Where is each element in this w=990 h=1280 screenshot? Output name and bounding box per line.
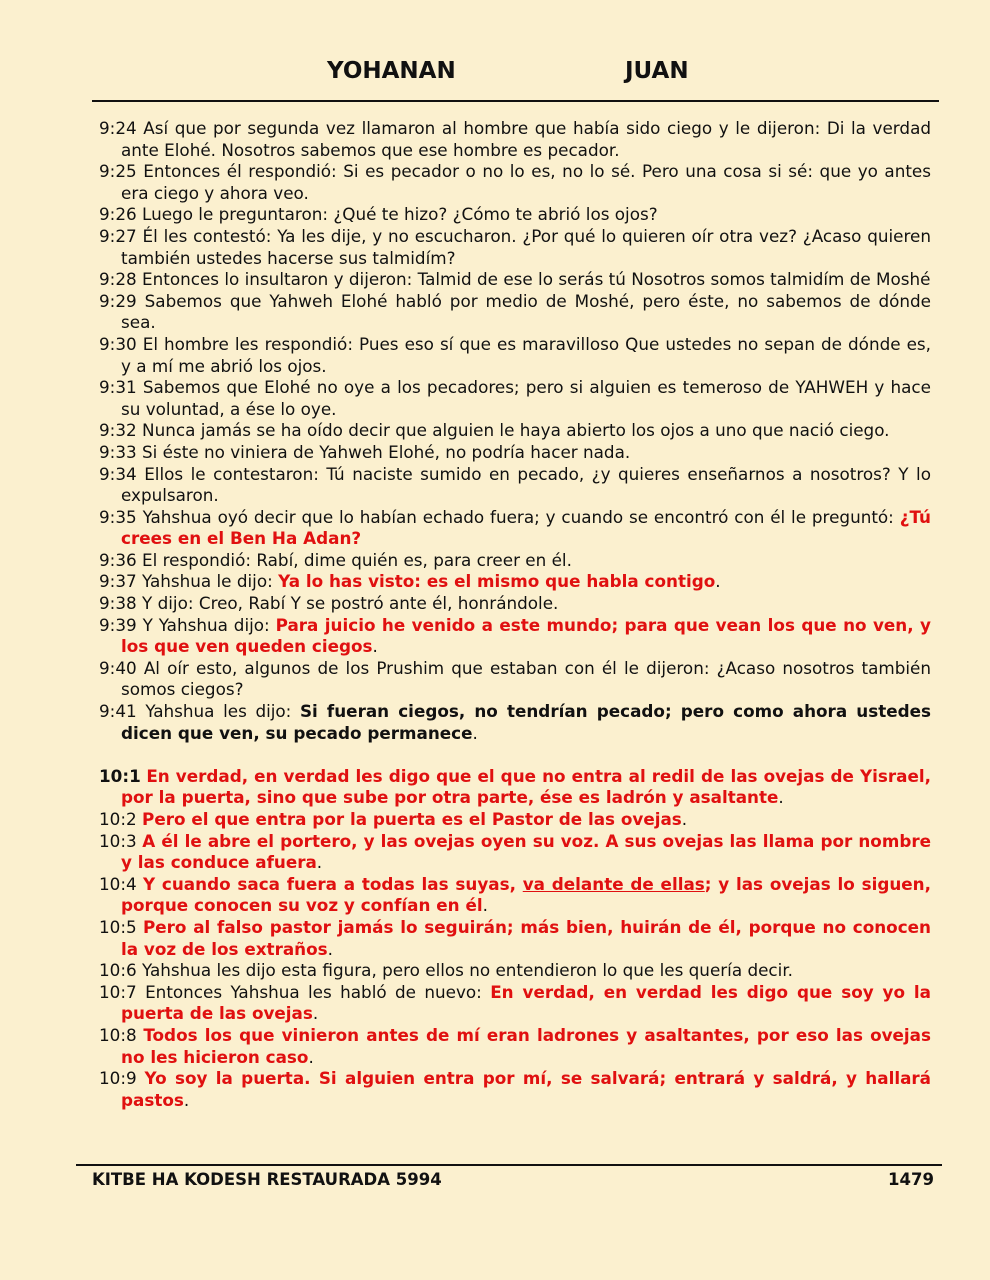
verse [99,615,931,658]
verse-number: 9:25 [99,161,137,182]
verse-text: . [372,636,378,657]
verse-number: 9:27 [99,225,137,246]
verse-number: 9:41 [99,701,137,722]
verse-number: 9:37 [99,571,137,592]
verse-number: 9:26 [99,204,137,225]
verse-number: 10:2 [99,809,137,829]
verse [99,507,931,550]
verse [99,960,931,982]
verse-text-quote: Ya lo has visto: es el mismo que habla contigo [278,571,716,592]
verse-text: Entonces lo insultaron y dijeron: Talmid de ese lo serás tú Nosotros somos talmidím de Moshé [142,269,931,290]
verse-text: Y Yahshua dijo: [142,614,276,635]
verse-text: Si éste no viniera de Yahweh Elohé, no podría hacer nada. [142,441,631,462]
verse-number: 9:32 [99,420,137,441]
verse-text-quote: va delante de ellas [522,873,705,894]
verse-text: Yahshua le dijo: [142,571,279,592]
verse-text-quote: Pero el que entra por la puerta es el Pastor de las ovejas [142,809,682,829]
verse-text: Al oír esto, algunos de los Prushim que estaban con él le dijeron: ¿Acaso nosotros también somos ciegos? [121,657,931,700]
verse [99,334,931,377]
book-title-hebrew: YOHANAN [327,58,456,84]
verse-text-quote: En verdad, en verdad les digo que el que no entra al redil de las ovejas de Yisrael, por la puerta, sino que sube por otra parte, ése es ladrón y asaltante [121,765,931,808]
verse-text: . [308,1046,314,1067]
verse-number: 10:5 [99,916,137,937]
verse-text: . [715,571,721,592]
chapter-break [99,744,931,766]
verse-text-quote: Para juicio he venido a este mundo; para que vean los que no ven, y los que ven queden ciegos [121,614,931,657]
footer-divider [76,1164,942,1166]
verse-number: 10:9 [99,1068,137,1089]
verse-text: Luego le preguntaron: ¿Qué te hizo? ¿Cómo te abrió los ojos? [142,204,658,225]
verse-text: Sabemos que Yahweh Elohé habló por medio de Moshé, pero éste, no sabemos de dónde sea. [121,290,931,333]
verse [99,766,931,809]
page-number: 1479 [888,1170,934,1189]
verse-text-bold: Si fueran ciegos, no tendrían pecado; pero como ahora ustedes dicen que ven, su pecado permanece [121,701,931,743]
verse [99,701,931,744]
verse-text-quote: Yo soy la puerta. Si alguien entra por mí, se salvará; entrará y saldrá, y hallará pastos [121,1068,931,1110]
verse [99,161,931,204]
verse-number: 9:30 [99,333,137,354]
verse-number: 9:36 [99,549,137,570]
verse-list [99,118,931,1111]
verse-text-quote: Y cuando saca fuera a todas las suyas, [142,873,523,894]
verse [99,226,931,269]
verse [99,464,931,507]
verse-text: . [482,895,488,916]
verse [99,550,931,572]
verse-text-quote: Pero al falso pastor jamás lo seguirán; más bien, huirán de él, porque no conocen la voz de los extraños [121,916,931,959]
verse-number: 9:29 [99,290,137,311]
verse [99,420,931,442]
verse [99,204,931,226]
verse-number: 9:31 [99,377,137,398]
verse-number: 9:40 [99,657,137,678]
verse-text: Entonces él respondió: Si es pecador o no lo es, no lo sé. Pero una cosa si sé: que yo antes era ciego y ahora veo. [121,161,932,203]
verse [99,377,931,420]
verse-text: . [327,938,333,959]
verse-text: Y dijo: Creo, Rabí Y se postró ante él, honrándole. [142,593,559,614]
verse-number: 10:1 [99,765,141,786]
verse-number: 9:34 [99,463,137,484]
verse [99,1068,931,1111]
verse [99,269,931,291]
verse-text: Ellos le contestaron: Tú naciste sumido en pecado, ¿y quieres enseñarnos a nosotros? Y lo expulsaron. [121,463,931,506]
verse-text: Yahshua les dijo esta figura, pero ellos no entendieron lo que les quería decir. [142,960,794,981]
verse-text: . [316,852,323,873]
publication-title: KITBE HA KODESH RESTAURADA 5994 [92,1170,442,1189]
verse-number: 10:6 [99,960,137,981]
verse-number: 9:24 [99,118,137,138]
verse-text: Así que por segunda vez llamaron al hombre que había sido ciego y le dijeron: Di la verdad ante Elohé. Nosotros sabemos que ese hombre es pecador. [121,118,932,160]
header-divider [92,100,939,102]
verse [99,593,931,615]
verse-text-quote: ; y las ovejas lo siguen, porque conocen su voz y confían en él [121,873,931,916]
verse-text: . [681,809,688,829]
verse-text: El hombre les respondió: Pues eso sí que es maravilloso Que ustedes no sepan de dónde es, y a mí me abrió los ojos. [121,333,931,376]
verse [99,982,931,1025]
verse-number: 9:28 [99,269,137,290]
verse-text: Nunca jamás se ha oído decir que alguien le haya abierto los ojos a uno que nació ciego. [142,420,890,441]
verse-text-quote: Todos los que vinieron antes de mí eran ladrones y asaltantes, por eso las ovejas no les hicieron caso [121,1024,931,1067]
verse-number: 10:4 [99,873,137,894]
verse-text: Yahshua les dijo: [145,701,300,722]
verse-text: Entonces Yahshua les habló de nuevo: [145,981,491,1002]
verse [99,917,931,960]
verse [99,1025,931,1068]
verse [99,118,931,161]
verse-text-quote: En verdad, en verdad les digo que soy yo la puerta de las ovejas [121,981,931,1024]
verse-text: . [312,1003,319,1024]
verse [99,658,931,701]
verse-text: Él les contestó: Ya les dije, y no escucharon. ¿Por qué lo quieren oír otra vez? ¿Acaso quieren también ustedes hacerse sus talmidím? [121,225,932,268]
verse-text: . [778,787,784,808]
verse [99,809,931,831]
verse-text: El respondió: Rabí, dime quién es, para creer en él. [142,549,572,570]
verse-text: Yahshua oyó decir que lo habían echado fuera; y cuando se encontró con él le preguntó: [142,506,900,527]
verse-text: . [472,722,478,743]
verse [99,874,931,917]
verse-text: Sabemos que Elohé no oye a los pecadores; pero si alguien es temeroso de YAHWEH y hace su voluntad, a ése lo oye. [121,377,931,419]
verse-number: 9:38 [99,593,137,614]
verse-number: 10:8 [99,1024,137,1045]
verse-text: . [183,1089,190,1110]
verse-text-quote: A él le abre el portero, y las ovejas oyen su voz. A sus ovejas las llama por nombre y las conduce afuera [121,830,931,873]
verse [99,831,931,874]
verse [99,442,931,464]
verse-number: 10:7 [99,981,137,1002]
verse-number: 9:39 [99,614,137,635]
page-header [0,58,990,88]
verse-text-quote: ¿Tú crees en el Ben Ha Adan? [121,506,931,549]
book-title-spanish: JUAN [625,58,689,84]
verse-number: 9:33 [99,441,137,462]
verse [99,291,931,334]
verse-number: 10:3 [99,830,137,851]
verse [99,571,931,593]
verse-number: 9:35 [99,506,137,527]
